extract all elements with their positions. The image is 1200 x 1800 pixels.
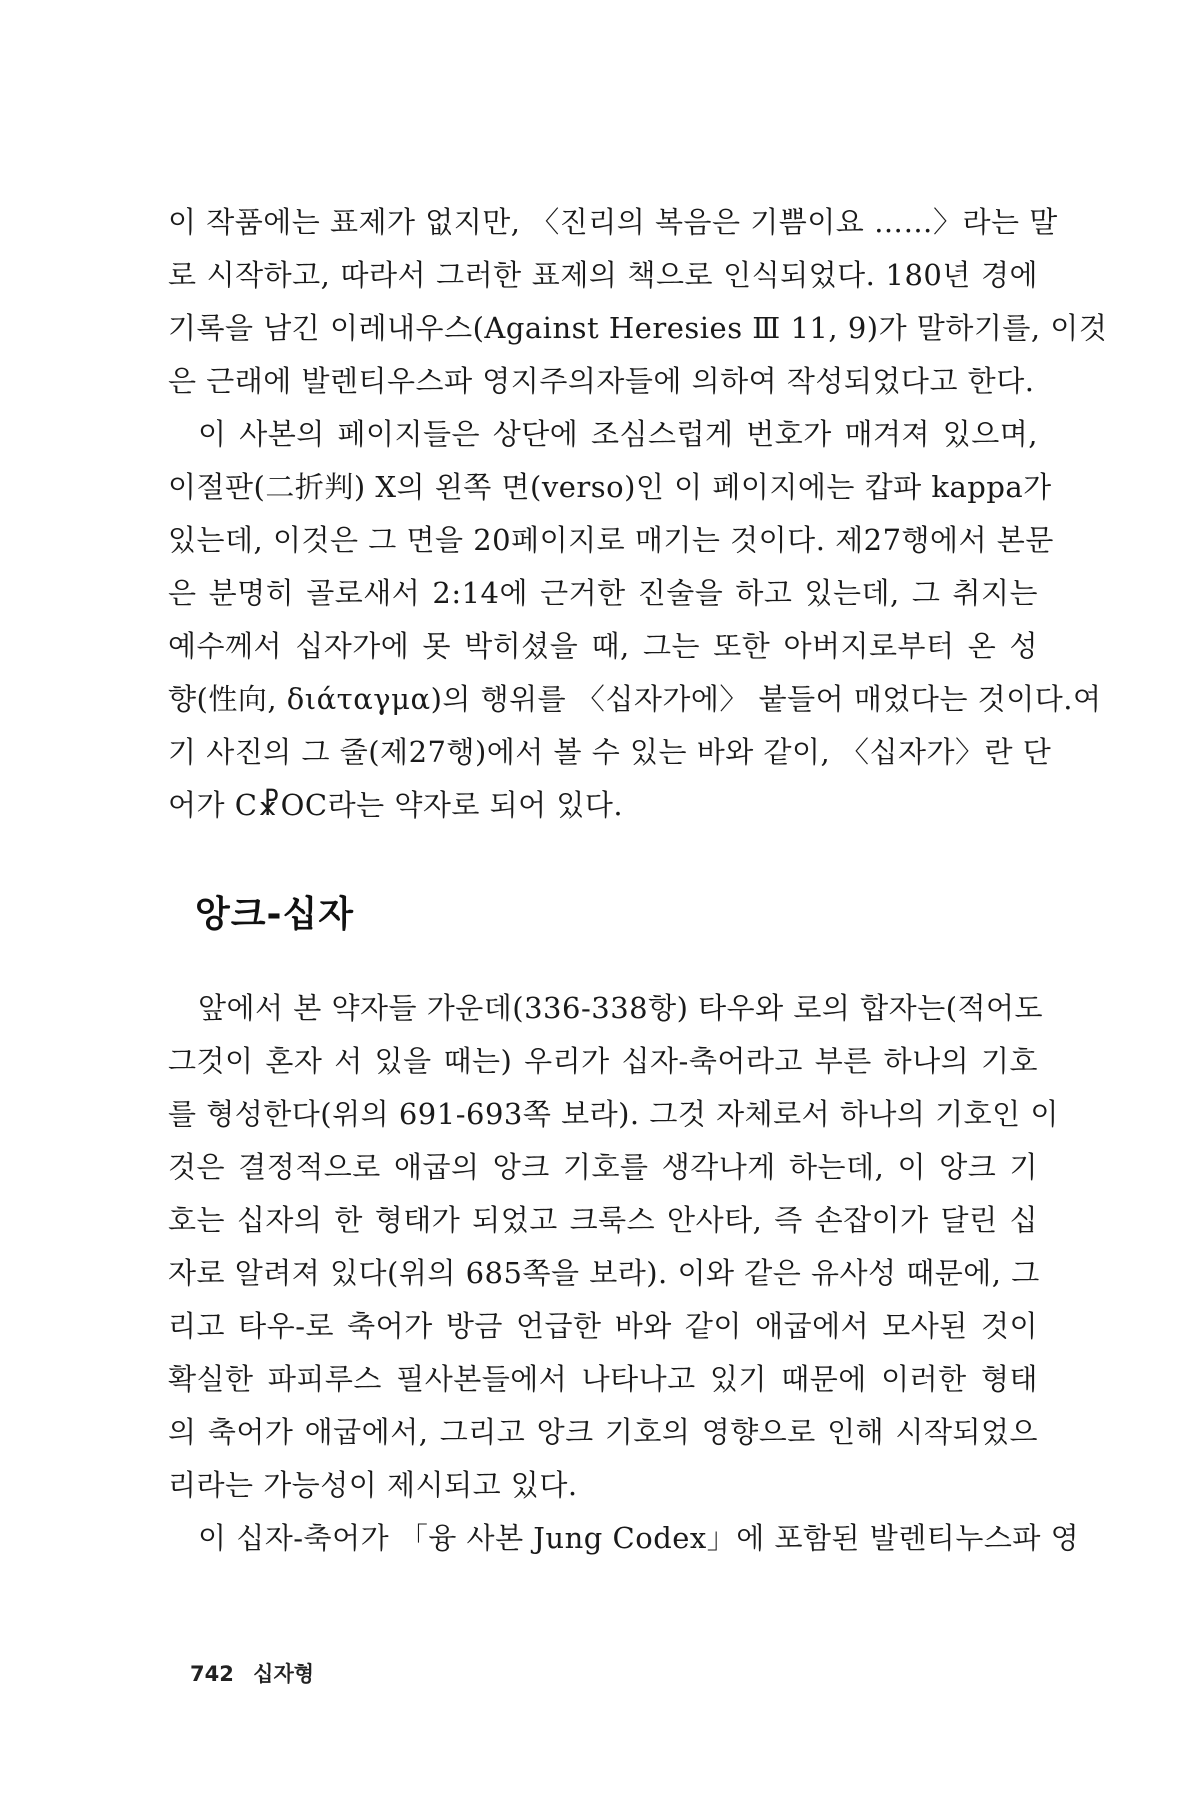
text-line: 은 분명히 골로새서 2:14에 근거한 진술을 하고 있는데, 그 취지는 [168, 576, 1038, 610]
text-line: 이 십자-축어가 「융 사본 Jung Codex」에 포함된 발렌티누스파 영 [198, 1521, 1080, 1555]
text-line: 호는 십자의 한 형태가 되었고 크룩스 안사타, 즉 손잡이가 달린 십 [168, 1203, 1038, 1237]
text-line: 기록을 남긴 이레내우스(Against Heresies Ⅲ 11, 9)가 말하기를, 이것 [168, 311, 1108, 345]
text-line: 어가 C☧OC라는 약자로 되어 있다. [168, 788, 624, 822]
section-heading: 앙크-십자 [195, 894, 355, 935]
running-title: 십자형 [253, 1662, 315, 1686]
text-line: 향(性向, διάταγμα)의 행위를 〈십자가에〉 붙들어 매었다는 것이다.여 [168, 682, 1102, 716]
text-line: 로 시작하고, 따라서 그러한 표제의 책으로 인식되었다. 180년 경에 [168, 258, 1038, 292]
text-line: 예수께서 십자가에 못 박히셨을 때, 그는 또한 아버지로부터 온 성 [168, 629, 1038, 663]
paragraph-block-2 [168, 982, 1080, 1565]
text-line: 자로 알려져 있다(위의 685쪽을 보라). 이와 같은 유사성 때문에, 그 [168, 1256, 1040, 1290]
text-line: 은 근래에 발렌티우스파 영지주의자들에 의하여 작성되었다고 한다. [168, 364, 1035, 398]
text-line: 를 형성한다(위의 691-693쪽 보라). 그것 자체로서 하나의 기호인 이 [168, 1097, 1059, 1131]
text-line: 있는데, 이것은 그 면을 20페이지로 매기는 것이다. 제27행에서 본문 [168, 523, 1054, 557]
paragraph-block-1 [168, 196, 1108, 832]
text-line: 확실한 파피루스 필사본들에서 나타나고 있기 때문에 이러한 형태 [168, 1362, 1038, 1396]
text-line: 이 사본의 페이지들은 상단에 조심스럽게 번호가 매겨져 있으며, [198, 417, 1038, 451]
text-line: 이 작품에는 표제가 없지만, 〈진리의 복음은 기쁨이요 ……〉라는 말 [168, 205, 1058, 239]
page-footer [190, 1658, 326, 1688]
text-line: 이절판(二折判) X의 왼쪽 면(verso)인 이 페이지에는 캅파 kappa가 [168, 470, 1052, 504]
page-number: 742 [190, 1662, 234, 1686]
text-line: 앞에서 본 약자들 가운데(336-338항) 타우와 로의 합자는(적어도 [198, 991, 1044, 1025]
text-line: 리고 타우-로 축어가 방금 언급한 바와 같이 애굽에서 모사된 것이 [168, 1309, 1038, 1343]
text-line: 의 축어가 애굽에서, 그리고 앙크 기호의 영향으로 인해 시작되었으 [168, 1415, 1038, 1449]
text-line: 리라는 가능성이 제시되고 있다. [168, 1468, 578, 1502]
text-line: 기 사진의 그 줄(제27행)에서 볼 수 있는 바와 같이, 〈십자가〉란 단 [168, 735, 1052, 769]
text-line: 것은 결정적으로 애굽의 앙크 기호를 생각나게 하는데, 이 앙크 기 [168, 1150, 1038, 1184]
text-line: 그것이 혼자 서 있을 때는) 우리가 십자-축어라고 부른 하나의 기호 [168, 1044, 1038, 1078]
